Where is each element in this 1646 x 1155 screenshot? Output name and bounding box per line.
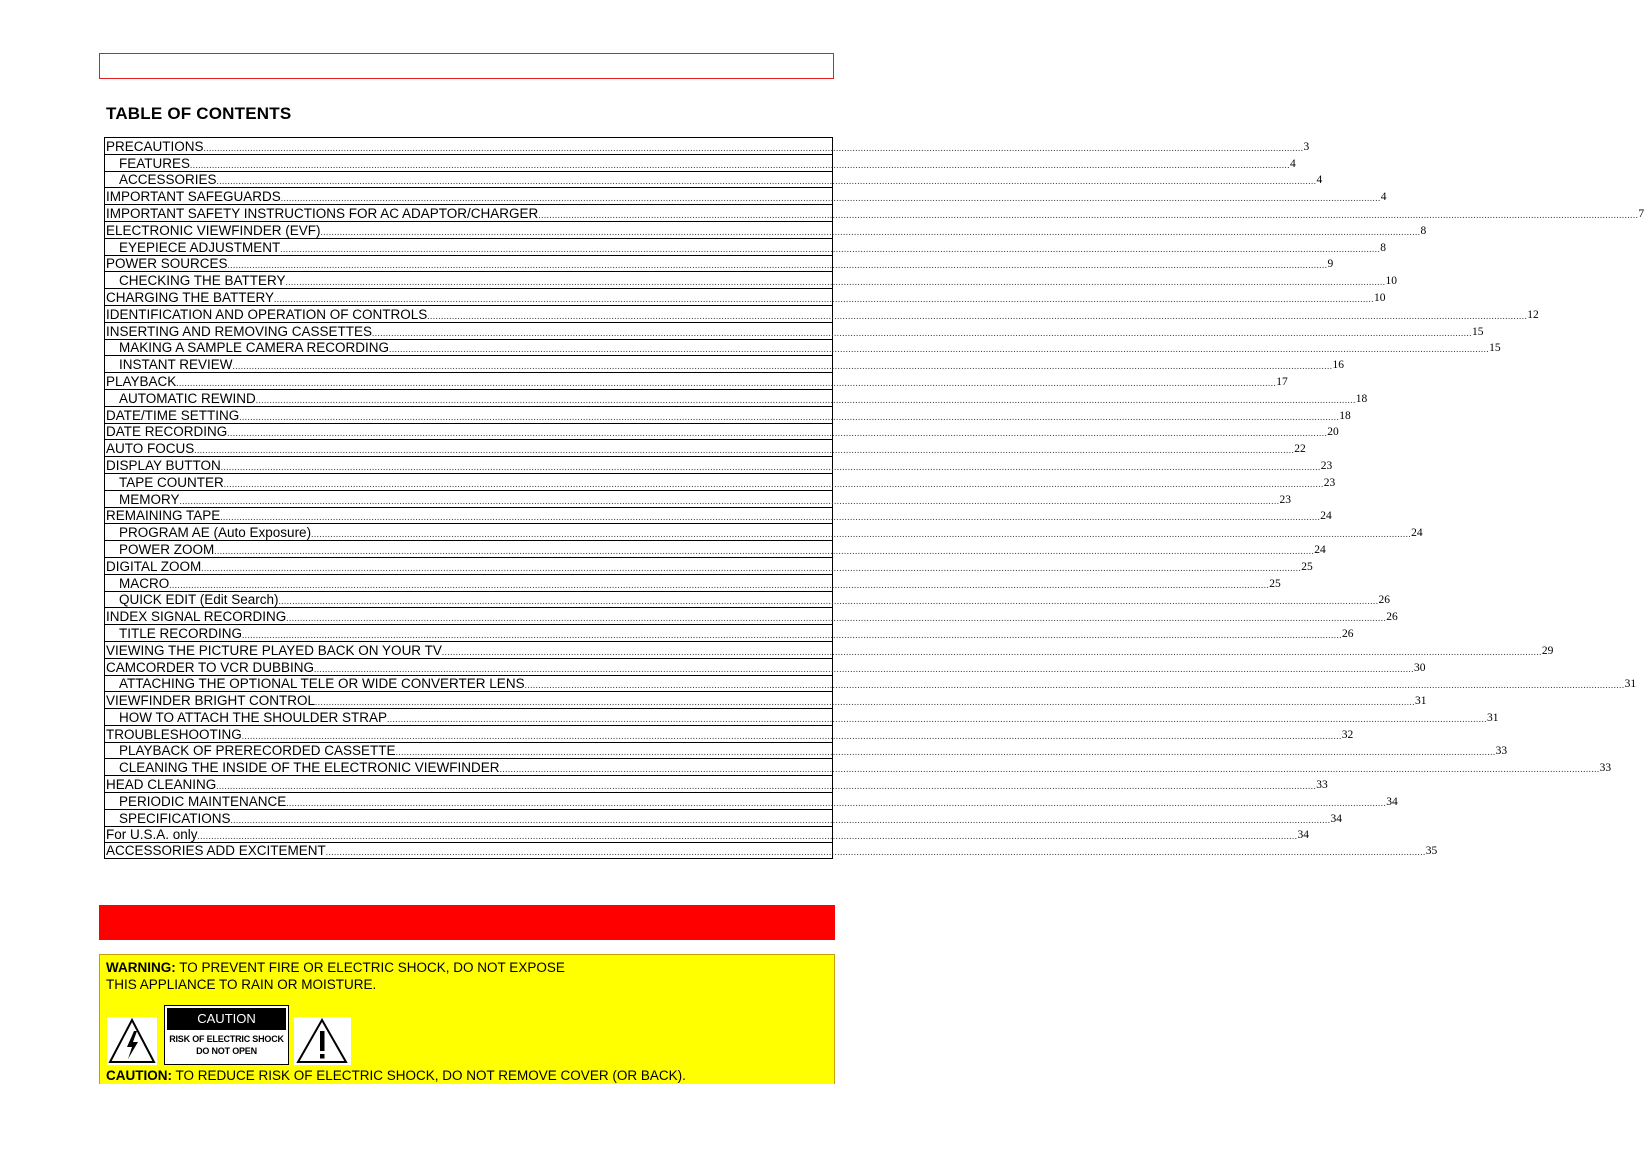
toc-leader-dots: ................................................................................................................................................................................................................................................................................................................................................................................................................ <box>274 293 1375 304</box>
toc-entry-title: VIEWFINDER BRIGHT CONTROL <box>106 693 316 709</box>
toc-entry-page: 33 <box>1316 779 1328 792</box>
toc-leader-dots: ................................................................................................................................................................................................................................................................................................................................................................................................................ <box>239 411 1340 422</box>
toc-entry[interactable] <box>104 658 1426 675</box>
toc-entry-page: 4 <box>1290 157 1296 170</box>
toc-leader-dots: ................................................................................................................................................................................................................................................................................................................................................................................................................ <box>389 344 1490 355</box>
toc-entry-page: 4 <box>1316 174 1323 187</box>
toc-leader-dots: ................................................................................................................................................................................................................................................................................................................................................................................................................ <box>280 193 1381 204</box>
caution-sign-heading: CAUTION <box>167 1008 286 1030</box>
toc-leader-dots: ................................................................................................................................................................................................................................................................................................................................................................................................................ <box>441 646 1542 657</box>
toc-leader-dots: ................................................................................................................................................................................................................................................................................................................................................................................................................ <box>179 495 1280 506</box>
toc-leader-dots: ................................................................................................................................................................................................................................................................................................................................................................................................................ <box>499 764 1600 775</box>
toc-entry-title: AUTO FOCUS <box>106 441 195 457</box>
toc-entry-page: 23 <box>1320 459 1333 472</box>
toc-entry[interactable] <box>104 137 1310 154</box>
toc-leader-dots: ................................................................................................................................................................................................................................................................................................................................................................................................................ <box>223 478 1324 489</box>
toc-leader-dots: ................................................................................................................................................................................................................................................................................................................................................................................................................ <box>230 814 1331 825</box>
red-banner <box>99 905 835 940</box>
toc-leader-dots: ................................................................................................................................................................................................................................................................................................................................................................................................................ <box>427 310 1528 321</box>
toc-entry[interactable] <box>104 473 1336 490</box>
caution-sign-line-2: DO NOT OPEN <box>196 1046 257 1056</box>
toc-entry-title: CHARGING THE BATTERY <box>106 289 275 305</box>
warning-line-2: THIS APPLIANCE TO RAIN OR MOISTURE. <box>106 977 377 992</box>
toc-entry-title: PLAYBACK <box>106 373 177 389</box>
toc-leader-dots: ................................................................................................................................................................................................................................................................................................................................................................................................................ <box>538 209 1639 220</box>
toc-entry[interactable] <box>104 490 1292 507</box>
toc-leader-dots: ................................................................................................................................................................................................................................................................................................................................................................................................................ <box>325 847 1426 858</box>
toc-entry[interactable] <box>104 725 1354 742</box>
toc-entry[interactable] <box>104 423 1339 440</box>
toc-entry[interactable] <box>104 742 1508 759</box>
toc-entry[interactable] <box>104 641 1554 658</box>
electric-shock-warning-icon <box>107 1017 157 1065</box>
toc-entry[interactable] <box>104 221 1427 238</box>
toc-leader-dots: ................................................................................................................................................................................................................................................................................................................................................................................................................ <box>232 361 1333 372</box>
toc-entry-page: 8 <box>1380 241 1387 254</box>
toc-entry-title: CHECKING THE BATTERY <box>119 273 286 289</box>
toc-entry-page: 26 <box>1386 611 1398 624</box>
toc-entry[interactable] <box>104 305 1539 322</box>
toc-entry-page: 33 <box>1495 745 1508 758</box>
toc-entry-title: PERIODIC MAINTENANCE <box>119 793 287 809</box>
toc-entry-page: 34 <box>1330 812 1343 825</box>
toc-entry-page: 7 <box>1638 207 1645 220</box>
toc-entry-page: 18 <box>1355 392 1368 405</box>
toc-leader-dots: ................................................................................................................................................................................................................................................................................................................................................................................................................ <box>387 713 1488 724</box>
toc-entry-page: 25 <box>1269 577 1281 590</box>
toc-entry-page: 24 <box>1411 527 1423 540</box>
toc-entry-page: 35 <box>1425 845 1438 858</box>
toc-entry-page: 31 <box>1415 695 1427 708</box>
toc-entry[interactable] <box>104 456 1333 473</box>
caution-sign-text <box>165 1033 288 1057</box>
toc-entry[interactable] <box>104 187 1387 205</box>
toc-entry-page: 15 <box>1489 342 1501 355</box>
toc-entry-title: PROGRAM AE (Auto Exposure) <box>119 525 312 541</box>
toc-entry[interactable] <box>104 271 1398 289</box>
toc-entry-title: MAKING A SAMPLE CAMERA RECORDING <box>119 340 390 356</box>
toc-entry-page: 34 <box>1386 795 1398 808</box>
toc-entry-title: TITLE RECORDING <box>119 625 243 641</box>
toc-entry[interactable] <box>104 691 1427 709</box>
toc-leader-dots: ................................................................................................................................................................................................................................................................................................................................................................................................................ <box>201 562 1302 573</box>
toc-leader-dots: ................................................................................................................................................................................................................................................................................................................................................................................................................ <box>216 176 1317 187</box>
toc-entry[interactable] <box>104 238 1387 255</box>
caution-label: CAUTION: <box>106 1068 172 1083</box>
toc-entry-page: 10 <box>1385 275 1398 288</box>
toc-entry[interactable] <box>104 624 1354 641</box>
toc-entry-page: 32 <box>1341 728 1354 741</box>
toc-entry-title: POWER ZOOM <box>119 541 215 557</box>
toc-entry-title: HOW TO ATTACH THE SHOULDER STRAP <box>119 709 388 725</box>
toc-entry-page: 25 <box>1301 560 1313 573</box>
toc-entry[interactable] <box>104 540 1326 557</box>
toc-leader-dots: ................................................................................................................................................................................................................................................................................................................................................................................................................ <box>278 596 1379 607</box>
toc-entry-title: HEAD CLEANING <box>106 777 217 793</box>
toc-entry-title: ACCESSORIES <box>119 172 217 188</box>
toc-entry[interactable] <box>104 507 1332 524</box>
caution-sign-line-1: RISK OF ELECTRIC SHOCK <box>169 1034 284 1044</box>
toc-entry[interactable] <box>104 758 1612 776</box>
toc-entry-page: 31 <box>1487 711 1499 724</box>
toc-entry-page: 20 <box>1327 426 1339 439</box>
caution-sign <box>164 1005 289 1065</box>
toc-entry[interactable] <box>104 523 1423 541</box>
toc-entry-title: EYEPIECE ADJUSTMENT <box>119 239 281 255</box>
toc-title: TABLE OF CONTENTS <box>106 104 292 123</box>
toc-entry-page: 17 <box>1276 375 1288 388</box>
toc-leader-dots: ................................................................................................................................................................................................................................................................................................................................................................................................................ <box>241 730 1342 741</box>
warning-text-1: TO PREVENT FIRE OR ELECTRIC SHOCK, DO NOT EXPOSE <box>175 960 565 975</box>
toc-entry-title: CAMCORDER TO VCR DUBBING <box>106 659 315 675</box>
toc-entry-page: 34 <box>1297 829 1310 842</box>
toc-leader-dots: ................................................................................................................................................................................................................................................................................................................................................................................................................ <box>227 260 1328 271</box>
toc-entry[interactable] <box>104 792 1398 809</box>
toc-entry-title: IDENTIFICATION AND OPERATION OF CONTROLS <box>106 306 428 322</box>
toc-leader-dots: ................................................................................................................................................................................................................................................................................................................................................................................................................ <box>320 226 1421 237</box>
toc-entry-title: QUICK EDIT (Edit Search) <box>119 592 279 608</box>
toc-entry-title: DATE/TIME SETTING <box>106 407 240 423</box>
toc-entry-title: REMAINING TAPE <box>106 508 221 524</box>
toc-entry-page: 8 <box>1420 224 1427 237</box>
toc-entry-title: INDEX SIGNAL RECORDING <box>106 609 287 625</box>
toc-leader-dots: ................................................................................................................................................................................................................................................................................................................................................................................................................ <box>255 394 1356 405</box>
toc-entry[interactable] <box>104 591 1391 608</box>
toc-entry[interactable] <box>104 154 1296 171</box>
toc-entry-page: 15 <box>1472 325 1484 338</box>
toc-entry-title: MEMORY <box>119 491 180 507</box>
toc-entry-page: 29 <box>1541 644 1554 657</box>
toc-entry-page: 24 <box>1314 543 1326 556</box>
toc-entry-page: 22 <box>1294 443 1306 456</box>
toc-entry[interactable] <box>104 675 1637 692</box>
toc-entry[interactable] <box>104 339 1501 356</box>
toc-entry[interactable] <box>104 607 1398 625</box>
toc-entry[interactable] <box>104 389 1368 406</box>
toc-leader-dots: ................................................................................................................................................................................................................................................................................................................................................................................................................ <box>372 327 1473 338</box>
toc-entry-title: DATE RECORDING <box>106 424 228 440</box>
toc-entry-page: 23 <box>1279 493 1292 506</box>
toc-leader-dots: ................................................................................................................................................................................................................................................................................................................................................................................................................ <box>169 579 1270 590</box>
toc-leader-dots: ................................................................................................................................................................................................................................................................................................................................................................................................................ <box>286 797 1387 808</box>
toc-entry-title: TAPE COUNTER <box>119 474 224 490</box>
toc-entry-page: 23 <box>1323 476 1336 489</box>
toc-leader-dots: ................................................................................................................................................................................................................................................................................................................................................................................................................ <box>216 781 1317 792</box>
toc-entry-page: 18 <box>1339 409 1351 422</box>
toc-entry[interactable] <box>104 288 1386 305</box>
toc-leader-dots: ................................................................................................................................................................................................................................................................................................................................................................................................................ <box>280 243 1381 254</box>
toc-entry-title: POWER SOURCES <box>106 256 228 272</box>
toc-leader-dots: ................................................................................................................................................................................................................................................................................................................................................................................................................ <box>220 512 1321 523</box>
toc-entry[interactable] <box>104 842 1438 859</box>
toc-entry[interactable] <box>104 322 1484 339</box>
toc-entry[interactable] <box>104 171 1323 188</box>
table-of-contents <box>104 137 1645 859</box>
toc-leader-dots: ................................................................................................................................................................................................................................................................................................................................................................................................................ <box>395 747 1496 758</box>
caution-text: TO REDUCE RISK OF ELECTRIC SHOCK, DO NOT REMOVE COVER (OR BACK). <box>172 1068 686 1083</box>
toc-leader-dots: ................................................................................................................................................................................................................................................................................................................................................................................................................ <box>203 142 1304 153</box>
caution-line <box>106 1068 686 1083</box>
toc-leader-dots: ................................................................................................................................................................................................................................................................................................................................................................................................................ <box>197 831 1298 842</box>
toc-entry-title: DIGITAL ZOOM <box>106 558 202 574</box>
toc-entry-page: 10 <box>1374 291 1386 304</box>
toc-entry-title: VIEWING THE PICTURE PLAYED BACK ON YOUR TV <box>106 642 442 658</box>
toc-entry-title: INSTANT REVIEW <box>119 357 233 373</box>
toc-entry-title: For U.S.A. only <box>106 827 198 843</box>
toc-entry-title: FEATURES <box>119 155 191 171</box>
toc-entry-page: 26 <box>1378 594 1391 607</box>
toc-entry-title: ATTACHING THE OPTIONAL TELE OR WIDE CONVERTER LENS <box>119 676 525 692</box>
toc-leader-dots: ................................................................................................................................................................................................................................................................................................................................................................................................................ <box>286 613 1387 624</box>
toc-entry-title: DISPLAY BUTTON <box>106 457 221 473</box>
toc-entry-page: 4 <box>1380 191 1387 204</box>
toc-entry-title: AUTOMATIC REWIND <box>119 390 256 406</box>
toc-entry-page: 16 <box>1332 359 1345 372</box>
toc-entry[interactable] <box>104 204 1645 221</box>
toc-entry-title: INSERTING AND REMOVING CASSETTES <box>106 323 373 339</box>
toc-leader-dots: ................................................................................................................................................................................................................................................................................................................................................................................................................ <box>176 377 1277 388</box>
toc-entry-title: IMPORTANT SAFETY INSTRUCTIONS FOR AC ADAPTOR/CHARGER <box>106 205 539 221</box>
toc-leader-dots: ................................................................................................................................................................................................................................................................................................................................................................................................................ <box>214 545 1315 556</box>
toc-entry-page: 12 <box>1527 308 1539 321</box>
toc-entry-page: 3 <box>1303 140 1310 153</box>
toc-entry[interactable] <box>104 557 1313 574</box>
toc-leader-dots: ................................................................................................................................................................................................................................................................................................................................................................................................................ <box>524 680 1625 691</box>
toc-entry-title: SPECIFICATIONS <box>119 810 231 826</box>
toc-leader-dots: ................................................................................................................................................................................................................................................................................................................................................................................................................ <box>311 529 1412 540</box>
toc-leader-dots: ................................................................................................................................................................................................................................................................................................................................................................................................................ <box>220 461 1321 472</box>
toc-entry[interactable] <box>104 775 1328 793</box>
toc-leader-dots: ................................................................................................................................................................................................................................................................................................................................................................................................................ <box>285 277 1386 288</box>
toc-entry-page: 26 <box>1342 627 1354 640</box>
warning-label: WARNING: <box>106 960 176 975</box>
toc-entry-title: TROUBLESHOOTING <box>106 726 242 742</box>
toc-entry-title: PRECAUTIONS <box>106 138 204 154</box>
toc-entry-page: 30 <box>1414 661 1426 674</box>
toc-leader-dots: ................................................................................................................................................................................................................................................................................................................................................................................................................ <box>315 697 1416 708</box>
warning-line-1 <box>106 959 565 976</box>
toc-entry[interactable] <box>104 708 1499 725</box>
toc-leader-dots: ................................................................................................................................................................................................................................................................................................................................................................................................................ <box>314 663 1415 674</box>
toc-leader-dots: ................................................................................................................................................................................................................................................................................................................................................................................................................ <box>194 445 1295 456</box>
toc-entry-page: 9 <box>1327 258 1334 271</box>
toc-entry-title: MACRO <box>119 575 170 591</box>
toc-leader-dots: ................................................................................................................................................................................................................................................................................................................................................................................................................ <box>190 159 1291 170</box>
toc-entry-title: PLAYBACK OF PRERECORDED CASSETTE <box>119 743 396 759</box>
toc-entry[interactable] <box>104 809 1343 826</box>
header-box <box>99 53 834 79</box>
toc-entry[interactable] <box>104 406 1351 423</box>
exclamation-warning-icon <box>294 1017 351 1065</box>
toc-entry-title: ELECTRONIC VIEWFINDER (EVF) <box>106 222 321 238</box>
toc-entry[interactable] <box>104 439 1306 457</box>
warning-box <box>99 954 835 1084</box>
toc-entry[interactable] <box>104 826 1310 843</box>
toc-entry-page: 33 <box>1599 762 1612 775</box>
toc-leader-dots: ................................................................................................................................................................................................................................................................................................................................................................................................................ <box>242 629 1343 640</box>
toc-entry[interactable] <box>104 574 1281 591</box>
toc-entry-title: IMPORTANT SAFEGUARDS <box>106 189 281 205</box>
toc-entry[interactable] <box>104 255 1334 272</box>
toc-entry-title: CLEANING THE INSIDE OF THE ELECTRONIC VIEWFINDER <box>119 760 500 776</box>
toc-leader-dots: ................................................................................................................................................................................................................................................................................................................................................................................................................ <box>227 428 1328 439</box>
toc-entry[interactable] <box>104 372 1288 389</box>
toc-entry[interactable] <box>104 355 1345 373</box>
toc-entry-page: 24 <box>1320 510 1332 523</box>
toc-entry-title: ACCESSORIES ADD EXCITEMENT <box>106 843 326 859</box>
toc-entry-page: 31 <box>1624 678 1637 691</box>
